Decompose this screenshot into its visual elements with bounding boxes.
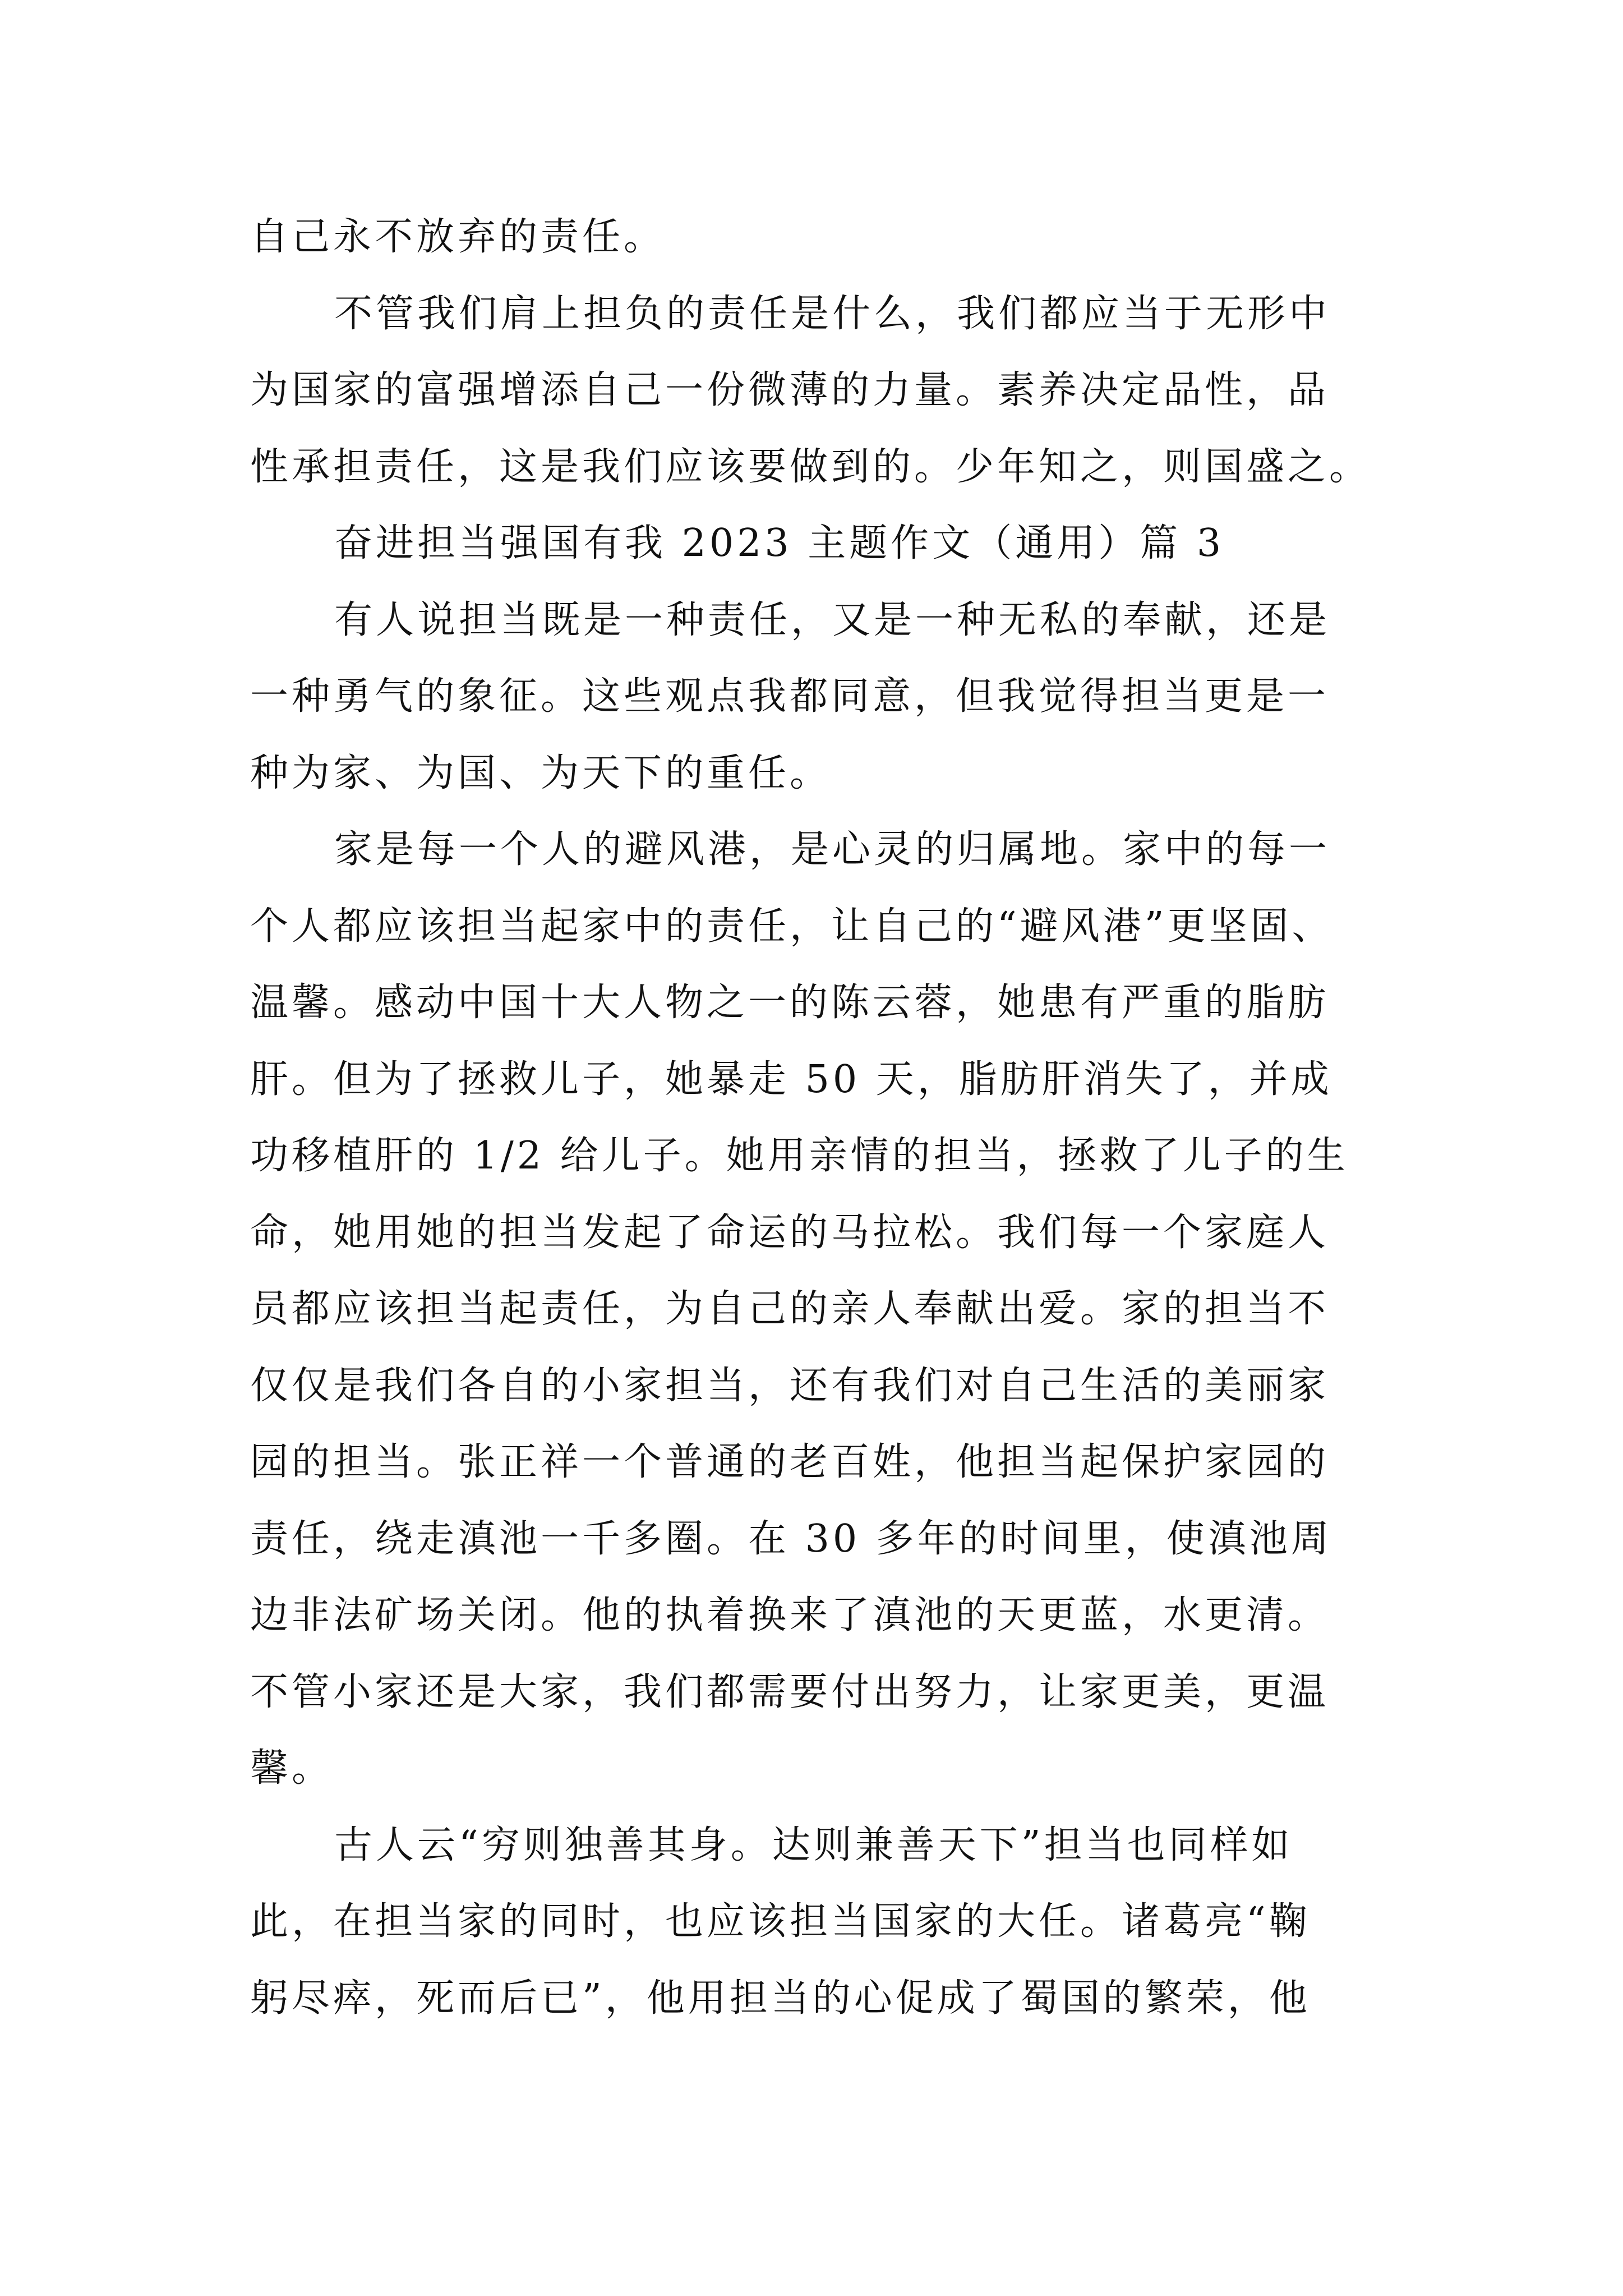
section-heading: 奋进担当强国有我 2023 主题作文（通用）篇 3 — [334, 521, 1225, 565]
paragraph-line: 家是每一个人的避风港，是心灵的归属地。家中的每一 — [334, 827, 1331, 872]
text-line: 员都应该担当起责任，为自己的亲人奉献出爱。家的担当不 — [250, 1287, 1330, 1331]
text-line: 馨。 — [250, 1746, 334, 1791]
text-line: 自己永不放弃的责任。 — [250, 215, 666, 259]
text-line: 为国家的富强增添自己一份微薄的力量。素养决定品性，品 — [250, 368, 1330, 412]
text-line: 温馨。感动中国十大人物之一的陈云蓉，她患有严重的脂肪 — [250, 981, 1330, 1025]
text-line: 肝。但为了拯救儿子，她暴走 50 天，脂肪肝消失了，并成 — [250, 1057, 1332, 1102]
text-line: 个人都应该担当起家中的责任，让自己的“避风港”更坚固、 — [250, 904, 1334, 949]
text-line: 命，她用她的担当发起了命运的马拉松。我们每一个家庭人 — [250, 1210, 1330, 1255]
text-line: 园的担当。张正祥一个普通的老百姓，他担当起保护家园的 — [250, 1440, 1330, 1484]
text-line: 此，在担当家的同时，也应该担当国家的大任。诸葛亮“鞠 — [250, 1899, 1311, 1944]
text-line: 不管小家还是大家，我们都需要付出努力，让家更美，更温 — [250, 1669, 1330, 1714]
text-line: 边非法矿场关闭。他的执着换来了滇池的天更蓝，水更清。 — [250, 1593, 1330, 1637]
text-line: 仅仅是我们各自的小家担当，还有我们对自己生活的美丽家 — [250, 1363, 1330, 1408]
paragraph-line: 古人云“穷则独善其身。达则兼善天下”担当也同样如 — [334, 1823, 1293, 1867]
text-line: 性承担责任，这是我们应该要做到的。少年知之，则国盛之。 — [250, 444, 1371, 489]
text-line: 种为家、为国、为天下的重任。 — [250, 751, 832, 795]
text-line: 躬尽瘁，死而后已”，他用担当的心促成了蜀国的繁荣，他 — [250, 1976, 1311, 2021]
essay-body — [250, 199, 1383, 2037]
text-line: 责任，绕走滇池一千多圈。在 30 多年的时间里，使滇池周 — [250, 1516, 1332, 1561]
text-line: 一种勇气的象征。这些观点我都同意，但我觉得担当更是一 — [250, 674, 1330, 719]
paragraph-line: 不管我们肩上担负的责任是什么，我们都应当于无形中 — [334, 291, 1331, 336]
text-line: 功移植肝的 1/2 给儿子。她用亲情的担当，拯救了儿子的生 — [250, 1134, 1349, 1178]
paragraph-line: 有人说担当既是一种责任，又是一种无私的奉献，还是 — [334, 597, 1331, 642]
